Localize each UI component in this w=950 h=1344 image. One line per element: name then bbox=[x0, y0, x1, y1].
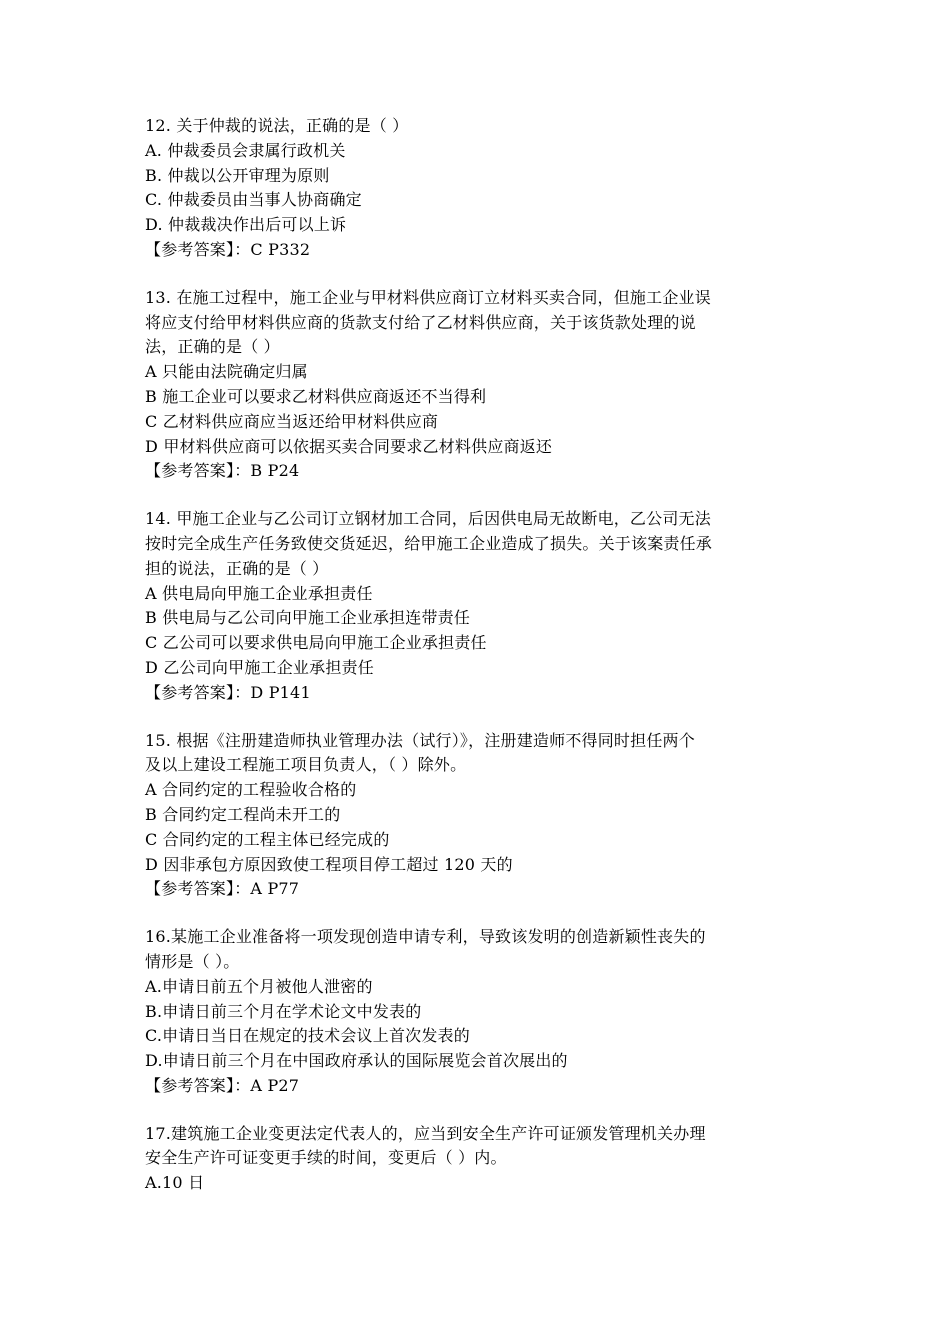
reference-answer: 【参考答案】：C P332 bbox=[145, 239, 311, 259]
question-stem: 按时完全成生产任务致使交货延迟，给甲施工企业造成了损失。关于该案责任承 bbox=[145, 533, 713, 553]
option-b: B.申请日前三个月在学术论文中发表的 bbox=[145, 1001, 422, 1021]
reference-answer: 【参考答案】：B P24 bbox=[145, 461, 300, 481]
option-a: A 合同约定的工程验收合格的 bbox=[145, 780, 357, 800]
question-stem: 17.建筑施工企业变更法定代表人的，应当到安全生产许可证颁发管理机关办理 bbox=[145, 1123, 706, 1143]
question-17 bbox=[145, 1122, 825, 1196]
option-c: C. 仲裁委员由当事人协商确定 bbox=[145, 190, 362, 210]
question-14 bbox=[145, 507, 825, 705]
question-stem: 将应支付给甲材料供应商的货款支付给了乙材料供应商，关于该货款处理的说 bbox=[145, 312, 696, 332]
option-a: A. 仲裁委员会隶属行政机关 bbox=[145, 140, 346, 160]
question-stem: 16.某施工企业准备将一项发现创造申请专利，导致该发明的创造新颖性丧失的 bbox=[145, 927, 706, 947]
option-c: C 合同约定的工程主体已经完成的 bbox=[145, 829, 390, 849]
question-stem: 14. 甲施工企业与乙公司订立钢材加工合同，后因供电局无故断电，乙公司无法 bbox=[145, 509, 711, 529]
option-b: B 合同约定工程尚未开工的 bbox=[145, 804, 341, 824]
question-15 bbox=[145, 729, 825, 903]
document-page bbox=[145, 114, 825, 1219]
question-stem: 13. 在施工过程中，施工企业与甲材料供应商订立材料买卖合同，但施工企业误 bbox=[145, 287, 711, 307]
option-d: D.申请日前三个月在中国政府承认的国际展览会首次展出的 bbox=[145, 1051, 568, 1071]
question-stem: 12. 关于仲裁的说法，正确的是（ ） bbox=[145, 116, 409, 135]
question-13 bbox=[145, 286, 825, 484]
option-a: A.10 日 bbox=[145, 1173, 205, 1193]
reference-answer: 【参考答案】：A P77 bbox=[145, 879, 300, 899]
option-c: C 乙公司可以要求供电局向甲施工企业承担责任 bbox=[145, 633, 487, 653]
question-stem: 15. 根据《注册建造师执业管理办法（试行）》，注册建造师不得同时担任两个 bbox=[145, 730, 695, 750]
question-stem: 情形是（ ）。 bbox=[145, 951, 240, 971]
option-b: B. 仲裁以公开审理为原则 bbox=[145, 165, 330, 185]
reference-answer: 【参考答案】：D P141 bbox=[145, 682, 311, 702]
reference-answer: 【参考答案】：A P27 bbox=[145, 1075, 300, 1095]
option-b: B 施工企业可以要求乙材料供应商返还不当得利 bbox=[145, 386, 487, 406]
question-stem: 法，正确的是（ ） bbox=[145, 337, 280, 357]
option-b: B 供电局与乙公司向甲施工企业承担连带责任 bbox=[145, 608, 471, 628]
option-a: A 只能由法院确定归属 bbox=[145, 362, 308, 382]
question-16 bbox=[145, 925, 825, 1099]
option-d: D 乙公司向甲施工企业承担责任 bbox=[145, 657, 374, 677]
option-d: D. 仲裁裁决作出后可以上诉 bbox=[145, 215, 347, 235]
option-c: C.申请日当日在规定的技术会议上首次发表的 bbox=[145, 1026, 470, 1046]
option-a: A.申请日前五个月被他人泄密的 bbox=[145, 976, 373, 996]
question-12 bbox=[145, 114, 825, 263]
question-stem: 安全生产许可证变更手续的时间，变更后（ ）内。 bbox=[145, 1148, 507, 1168]
option-a: A 供电局向甲施工企业承担责任 bbox=[145, 583, 373, 603]
option-d: D 甲材料供应商可以依据买卖合同要求乙材料供应商返还 bbox=[145, 436, 553, 456]
question-stem: 及以上建设工程施工项目负责人，（ ）除外。 bbox=[145, 755, 467, 775]
option-c: C 乙材料供应商应当返还给甲材料供应商 bbox=[145, 411, 439, 431]
option-d: D 因非承包方原因致使工程项目停工超过 120 天的 bbox=[145, 854, 513, 874]
question-stem: 担的说法，正确的是（ ） bbox=[145, 558, 329, 578]
